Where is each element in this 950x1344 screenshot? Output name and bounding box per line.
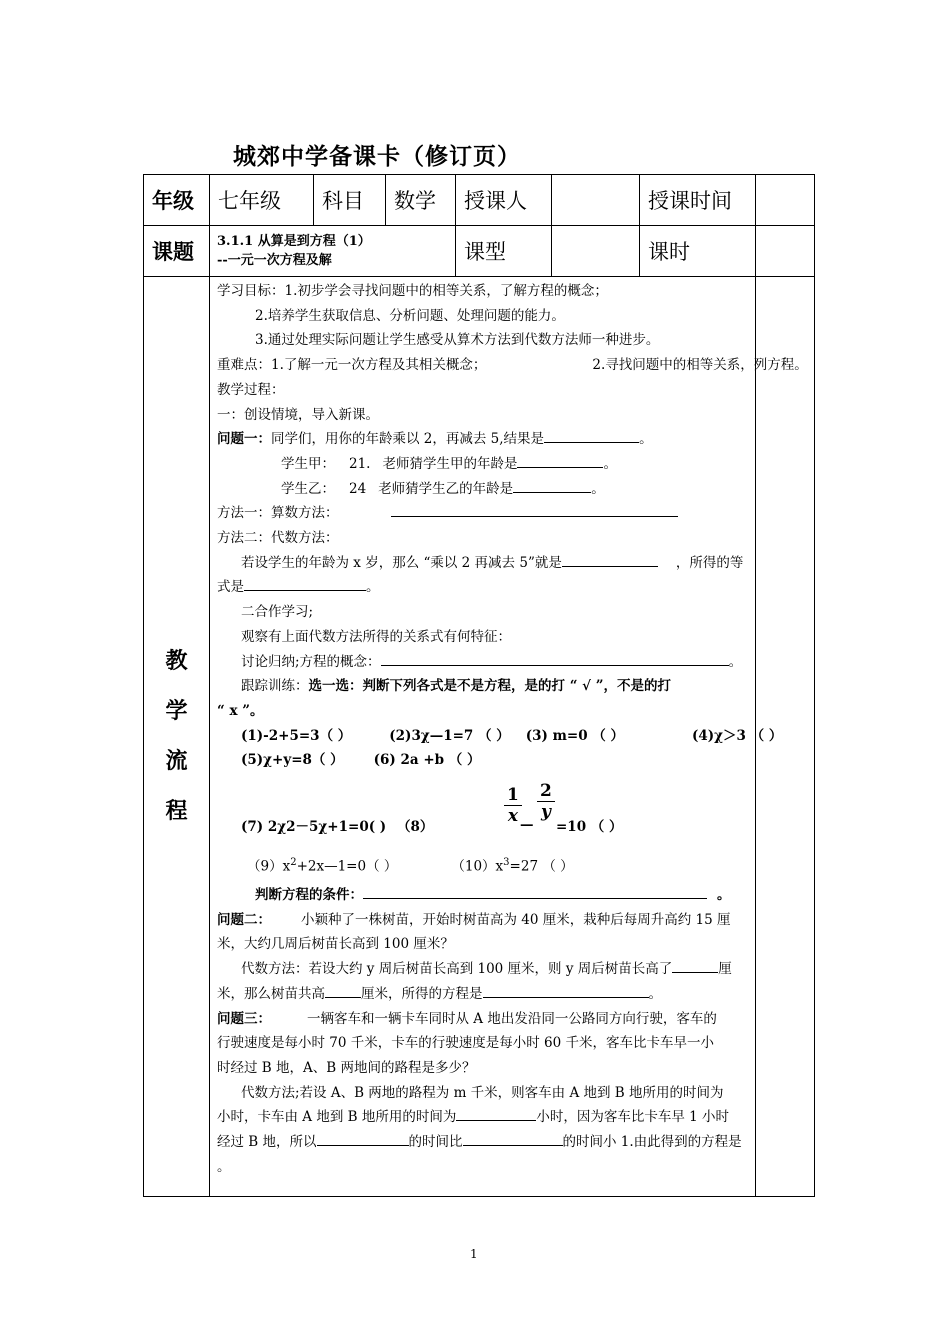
exercise-row: (5)χ+y=8（ ） (6) 2a +b （ ） <box>241 752 481 769</box>
algebra-line: 若设学生的年龄为 x 岁，那么 “乘以 2 再减去 5”就是 ，所得的等 <box>217 551 755 576</box>
topic-label: 课题 <box>144 226 210 277</box>
class-time-value[interactable] <box>756 175 815 226</box>
question-two: 问题二： 小颖种了一株树苗，开始时树苗高为 40 厘米，栽种后每周升高约 15 厘 <box>217 911 731 928</box>
question-three-algebra: 经过 B 地，所以 的时间比 的时间小 1.由此得到的方程是 <box>217 1130 755 1155</box>
algebra-line: 式是 。 <box>217 575 755 600</box>
question-three-end: 。 <box>217 1158 231 1175</box>
subject-value: 数学 <box>386 175 456 226</box>
lesson-type-label: 课型 <box>456 226 552 277</box>
question-three-algebra: 小时，卡车由 A 地到 B 地所用的时间为 小时，因为客车比卡车早 1 小时 <box>217 1105 755 1130</box>
exercise-row: $(9)x^2+2x—1=0$（ ） $(10)x^3=27$ （ ） <box>247 857 574 875</box>
process-heading: 教学过程： <box>217 381 285 398</box>
question-three-algebra: 代数方法;若设 A、B 两地的路程为 m 千米，则客车由 A 地到 B 地所用的时间为 <box>241 1084 724 1101</box>
goal-line: 3.通过处理实际问题让学生感受从算术方法到代数方法师一种进步。 <box>255 332 660 349</box>
topic-line-2: --一元一次方程及解 <box>217 253 332 268</box>
answer-blank[interactable] <box>456 1105 536 1121</box>
goal-line: 2.培养学生获取信息、分析问题、处理问题的能力。 <box>255 307 565 324</box>
question-two: 米，大约几周后树苗长高到 100 厘米？ <box>217 936 454 953</box>
key-points-line: 重难点：1.了解一元一次方程及其相关概念； 2.寻找问题中的相等关系，列方程。 <box>217 357 808 374</box>
lesson-type-value[interactable] <box>552 226 640 277</box>
grade-label: 年级 <box>144 175 210 226</box>
section-heading: 二合作学习; <box>241 604 314 621</box>
exercise-row: (1)-2+5=3（ ） (2)3χ—1=7 （ ） (3) m=0 （ ） (4)χ＞3 （ ） <box>241 727 783 744</box>
section-heading: 一：创设情境，导入新课。 <box>217 406 379 423</box>
answer-blank[interactable] <box>483 982 649 998</box>
answer-blank[interactable] <box>317 1130 409 1146</box>
answer-blank[interactable] <box>672 957 718 973</box>
topic-value <box>210 226 456 277</box>
method-two: 方法二：代数方法： <box>217 530 339 547</box>
answer-blank[interactable] <box>562 551 658 567</box>
practice-line: “ x ”。 <box>217 702 264 719</box>
page-title: 城郊中学备课卡（修订页） <box>233 144 521 170</box>
practice-line: 跟踪训练：选一选：判断下列各式是不是方程，是的打 “ √ ”，不是的打 <box>241 678 672 695</box>
answer-blank[interactable] <box>513 477 591 493</box>
lesson-content <box>210 277 808 1197</box>
question-two-algebra: 米，那么树苗共高 厘米，所得的方程是 。 <box>217 982 755 1007</box>
teaching-process-label: 教 学 流 程 <box>144 277 210 1197</box>
question-one: 问题一：同学们，用你的年龄乘以 2，再减去 5,结果是 。 <box>217 427 755 452</box>
subject-label: 科目 <box>314 175 386 226</box>
question-three: 时经过 B 地，A、B 两地间的路程是多少？ <box>217 1059 476 1076</box>
student-a-line: 学生甲： 21. 老师猜学生甲的年龄是 。 <box>217 452 755 477</box>
topic-line-1: 3.1.1 从算是到方程（1） <box>217 234 371 249</box>
lesson-card-table <box>143 174 815 1197</box>
page-number: 1 <box>470 1247 478 1261</box>
method-one: 方法一：算数方法： <box>217 501 755 526</box>
condition-line: 判断方程的条件： 。 <box>217 883 755 908</box>
class-time-label: 授课时间 <box>640 175 756 226</box>
answer-blank[interactable] <box>381 650 729 666</box>
goal-line: 学习目标：1.初步学会寻找问题中的相等关系，了解方程的概念； <box>217 283 608 299</box>
grade-value: 七年级 <box>210 175 314 226</box>
period-value[interactable] <box>756 226 815 277</box>
student-b-line: 学生乙： 24 老师猜学生乙的年龄是 。 <box>217 477 755 502</box>
period-label: 课时 <box>640 226 756 277</box>
answer-blank[interactable] <box>463 1130 563 1146</box>
question-three: 行驶速度是每小时 70 千米，卡车的行驶速度是每小时 60 千米，客车比卡车早一小 <box>217 1035 715 1052</box>
fraction: $\frac{2}{y}$ <box>537 781 555 822</box>
answer-blank[interactable] <box>244 575 366 591</box>
question-three: 问题三： 一辆客车和一辆卡车同时从 A 地出发沿同一公路同方向行驶，客车的 <box>217 1010 717 1027</box>
answer-blank[interactable] <box>544 427 639 443</box>
exercise-row: (7) 2χ2－5χ+1=0( ) （8） $\frac{1}{x}$ — $\frac{2}{y}$ =10 （ ） <box>241 781 623 836</box>
teacher-value[interactable] <box>552 175 640 226</box>
answer-blank[interactable] <box>325 982 361 998</box>
answer-blank[interactable] <box>363 883 707 899</box>
concept-line: 讨论归纳;方程的概念： 。 <box>217 650 755 675</box>
answer-blank[interactable] <box>517 452 603 468</box>
observe-line: 观察有上面代数方法所得的关系式有何特征： <box>241 628 511 645</box>
question-two-algebra: 代数方法：若设大约 y 周后树苗长高到 100 厘米，则 y 周后树苗长高了 厘 <box>217 957 755 982</box>
fraction: $\frac{1}{x}$ <box>504 785 522 826</box>
teacher-label: 授课人 <box>456 175 552 226</box>
answer-blank[interactable] <box>391 501 678 517</box>
